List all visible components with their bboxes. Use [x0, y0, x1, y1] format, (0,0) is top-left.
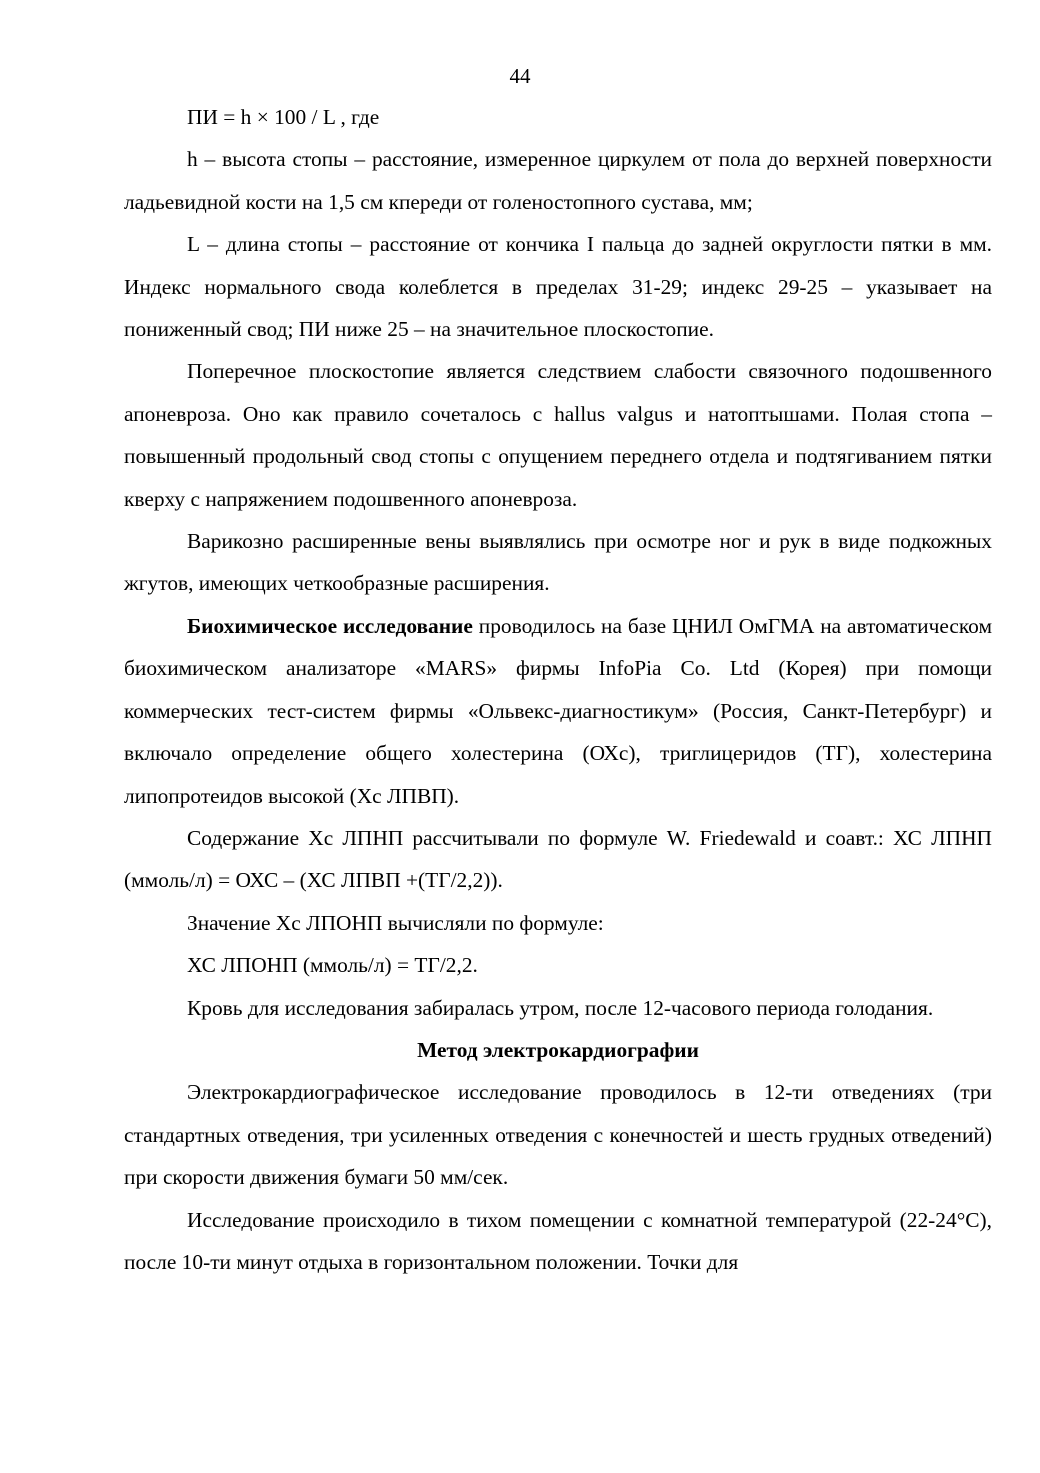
paragraph-varicose-veins: Варикозно расширенные вены выявлялись при осмотре ног и рук в виде подкожных жгутов, имеющих четкообразные расширения.: [124, 529, 992, 596]
paragraph-ecg-leads: Электрокардиографическое исследование проводилось в 12-ти отведениях (три стандартных отведения, три усиленных отведения с конечностей и шесть грудных отведений) при скорости движения бумаги 50 мм/сек.: [124, 1080, 992, 1190]
paragraph-blood-sampling: Кровь для исследования забиралась утром, после 12-часового периода голодания.: [187, 995, 934, 1020]
paragraph-index-formula: ПИ = h × 100 / L , где: [187, 105, 380, 129]
paragraph-vldl-intro: Значение Хс ЛПОНП вычисляли по формуле:: [187, 910, 604, 935]
paragraph-h-definition: h – высота стопы – расстояние, измеренное циркулем от пола до верхней поверхности ладьевидной кости на 1,5 см кпереди от голеностопного сустава, мм;: [124, 147, 992, 214]
paragraph-biochemical-study: [124, 605, 992, 817]
biochemical-study-text: проводилось на базе ЦНИЛ ОмГМА на автоматическом биохимическом анализаторе «MARS» фирмы InfoPia Co. Ltd (Корея) при помощи коммерческих тест-систем фирмы «Ольвекс-диагностикум» (Россия, Санкт-Петербург) и включало определение общего холестерина (ОХс), триглицеридов (ТГ), холестерина липопротеидов высокой (Хс ЛПВП).: [124, 613, 993, 808]
biochemical-study-term: Биохимическое исследование: [187, 613, 473, 638]
paragraph-ldl-formula: Содержание Хс ЛПНП рассчитывали по формуле W. Friedewald и соавт.: ХС ЛПНП (ммоль/л) = ОХС – (ХС ЛПВП +(ТГ/2,2)).: [124, 825, 992, 893]
paragraph-l-definition: L – длина стопы – расстояние от кончика I пальца до задней округлости пятки в мм. Индекс нормального свода колеблется в пределах 31-29; индекс 29-25 – указывает на пониженный свод; ПИ ниже 25 – на значительное плоскостопие.: [124, 232, 992, 342]
paragraph-vldl-formula: ХС ЛПОНП (ммоль/л) = ТГ/2,2.: [187, 953, 478, 978]
page-body: [124, 96, 992, 1283]
section-heading-ecg: Метод электрокардиографии: [417, 1037, 699, 1062]
paragraph-transverse-flatfoot: Поперечное плоскостопие является следствием слабости связочного подошвенного апоневроза. Оно как правило сочеталось с hallus valgus и натоптышами. Полая стопа – повышенный продольный свод стопы с опущением переднего отдела и подтягиванием пятки кверху с напряжением подошвенного апоневроза.: [124, 359, 992, 511]
paragraph-ecg-conditions: Исследование происходило в тихом помещении с комнатной температурой (22-24°С), после 10-ти минут отдыха в горизонтальном положении. Точки для: [124, 1207, 992, 1274]
page-number: 44: [509, 64, 531, 88]
